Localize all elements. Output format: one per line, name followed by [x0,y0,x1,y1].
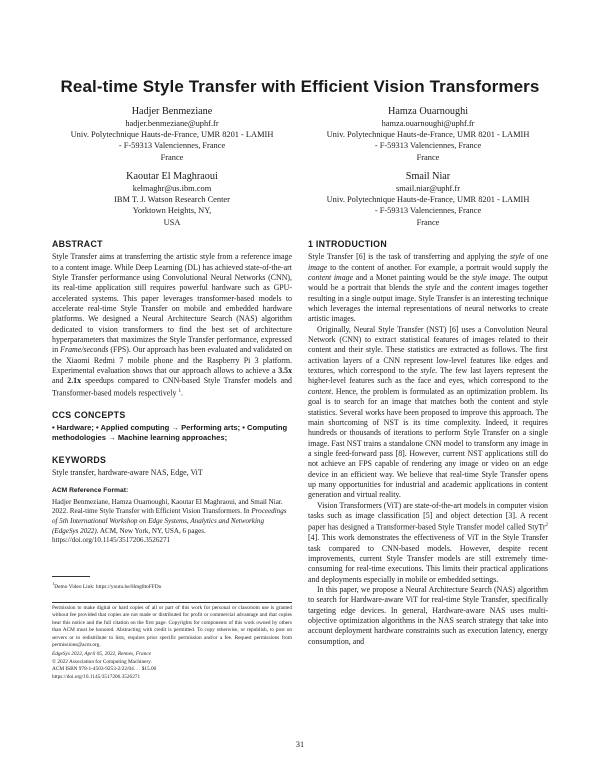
author-name: Smail Niar [405,171,451,182]
author-block-3 [52,170,292,228]
intro-paragraph-1: Style Transfer [6] is the task of transferring and applying the style of one image to the content of another. For example, a portrait would supply the content image and a Monet painting would be the style image. The output would be a portrait that blends the style and the content images together resulting in a single output image. Style Transfer is an interesting technique which leverages the internal representations of neural networks to create artistic images. [308,252,548,324]
right-column [308,239,548,647]
acm-reference-heading: ACM Reference Format: [52,487,129,495]
introduction-heading: 1 INTRODUCTION [308,239,387,249]
author-country: France [160,152,184,162]
author-country: France [416,217,440,227]
conference-line: EdgeSys 2022, April 05, 2022, Rennes, France [52,651,152,658]
copyright-line: © 2022 Association for Computing Machinery. [52,658,152,665]
ccs-heading: CCS CONCEPTS [52,409,126,420]
author-affiliation-address: - F-59313 Valenciennes, France [374,141,482,151]
abstract-text: Style Transfer aims at transferring the artistic style from a reference image to a content image. While Deep Learning (DL) has achieved state-of-the-art Style Transfer performance using Convolutional Neural Networks (CNN), its real-time application still requires powerful hardware such as GPU-accelerated systems. This paper leverages transformer-based models to accelerate real-time Style Transfer on mobile and embedded hardware platforms. We designed a Neural Architecture Search (NAS) algorithm dedicated to vision transformers to find the best set of architecture hyperparameters that maximizes the Style Transfer performance, expressed in Frame/seconds (FPS). Our approach has been evaluated and validated on the Xiaomi Redmi 7 mobile phone and the Raspberry Pi 3 platform. Experimental evaluation shows that our approach allows to achieve a 3.5x and 2.1x speedups compared to CNN-based Style Transfer models and Transformer-based models respectively $^1$. [52,252,293,398]
paper-title: Real-time Style Transfer with Efficient Vision Transformers [60,77,540,96]
author-affiliation: Univ. Polytechnique Hauts-de-France, UMR 8201 - LAMIH [326,195,530,205]
author-affiliation: IBM T. J. Watson Research Center [114,195,230,205]
keywords-heading: KEYWORDS [52,454,107,465]
acm-reference [52,486,292,545]
footnote: $^1$Demo Video Link: https://youtu.be/Hmg8toFFDo [52,581,162,590]
author-name: Hadjer Benmeziane [131,106,213,117]
keywords-text: Style transfer, hardware-aware NAS, Edge, ViT [52,468,203,478]
permission-block [52,605,292,681]
intro-paragraph-3: Vision Transformers (ViT) are state-of-the-art models in computer vision tasks such as image classification [5] and object detection [3]. A recent paper has designed a Transformer-based Style Transfer model called StyTr$^2$ [4]. This work demonstrates the effectiveness of ViT in the Style Transfer task compared to CNN-based models. However, despite recent improvements, current Style Transfer models are still extremely time-consuming for real-time executions. This limits their practical applications and deployments especially in mobile or embedded settings. [308,500,548,584]
author-block-2 [308,105,548,163]
intro-paragraph-4: In this paper, we propose a Neural Architecture Search (NAS) algorithm to search for Hardware-aware ViT for real-time Style Transfer, specifically targeting edge devices. In general, Hardware-aware NAS uses multi-objective optimization algorithms in the NAS search strategy that take into account deployment hardware constraints such as execution latency, energy consumption, and [308,584,548,646]
author-block-1 [52,105,292,163]
page-number: 31 [295,740,305,749]
author-email: hamza.ouarnoughi@uphf.fr [381,119,475,128]
abstract-fps-term: Frame/seconds [60,345,109,355]
author-email: kelmaghr@us.ibm.com [132,184,212,193]
author-name: Kaoutar El Maghraoui [126,171,218,182]
author-country: France [416,152,440,162]
permission-text: Permission to make digital or hard copies of all or part of this work for personal or classroom use is granted without fee provided that copies are not made or distributed for profit or commercial advantage and that copies bear this notice and the full citation on the first page. Copyrights for components of this work owned by others than ACM must be honored. Abstracting with credit is permitted. To copy otherwise, or republish, to post on servers or to redistribute to lists, requires prior specific permission and/or a fee. Request permissions from permissions@acm.org. [52,605,292,649]
acm-reference-text: Hadjer Benmeziane, Hamza Ouarnoughi, Kaoutar El Maghraoui, and Smail Niar. 2022. Real-time Style Transfer with Efficient Vision Transformers. In Proceedings of 5th International Workshop on Edge Systems, Analytics and Networking (EdgeSys 2022). ACM, New York, NY, USA, 6 pages. https://doi.org/10.1145/3517206.3526271 [52,497,287,545]
author-country: USA [163,217,181,227]
left-column [52,239,292,546]
permission-divider [52,602,292,603]
abstract-heading: ABSTRACT [52,239,103,249]
abstract-speedup-2: 2.1x [67,376,82,386]
author-email: hadjer.benmeziane@uphf.fr [125,119,219,128]
author-affiliation-address: - F-59313 Valenciennes, France [374,206,482,216]
ccs-concepts: • Hardware; • Applied computing → Performing arts; • Computing methodologies → Machine learning approaches; [52,423,288,443]
author-block-4 [308,170,548,228]
intro-paragraph-2: Originally, Neural Style Transfer (NST) [6] uses a Convolution Neural Network (CNN) to extract statistical features of images related to their content and their style. These statistics are extracted as follows. The first activation layers of a CNN represent low-level features like edges and textures, which correspond to the style. The few last layers represent the higher-level features such as the face and eyes, which correspond to the content. Hence, the problem is formulated as an optimization problem. Its goal is to search for an image that matches both the content and style statistics. Several works have been proposed to improve this approach. The main shortcoming of NST is its time complexity. Indeed, it requires hundreds or thousands of iterations to perform Style Transfer on a single image. Fast NST trains a standalone CNN model to transform any image in a single feed-forward pass [8]. However, current NST applications still do not achieve an FPS capable of rendering any image or video on an edge device in an efficient way. We believe that real-time Style Transfer opens up many opportunities for industrial and academic applications in content generation and virtual reality. [308,324,548,500]
author-name: Hamza Ouarnoughi [387,106,469,117]
isbn-line: ACM ISBN 978-1-4503-9253-2/22/04. . . $15.00 [52,666,157,673]
author-affiliation: Univ. Polytechnique Hauts-de-France, UMR 8201 - LAMIH [326,130,530,140]
footnote-divider [52,576,90,577]
author-affiliation-address: - F-59313 Valenciennes, France [118,141,226,151]
author-affiliation: Univ. Polytechnique Hauts-de-France, UMR 8201 - LAMIH [70,130,274,140]
author-affiliation-address: Yorktown Heights, NY, [132,206,212,216]
doi-line: https://doi.org/10.1145/3517206.3526271 [52,673,141,680]
author-email: smail.niar@uphf.fr [396,184,460,193]
footnote-marker: 1 [178,388,181,394]
abstract-speedup-1: 3.5x [278,366,293,376]
